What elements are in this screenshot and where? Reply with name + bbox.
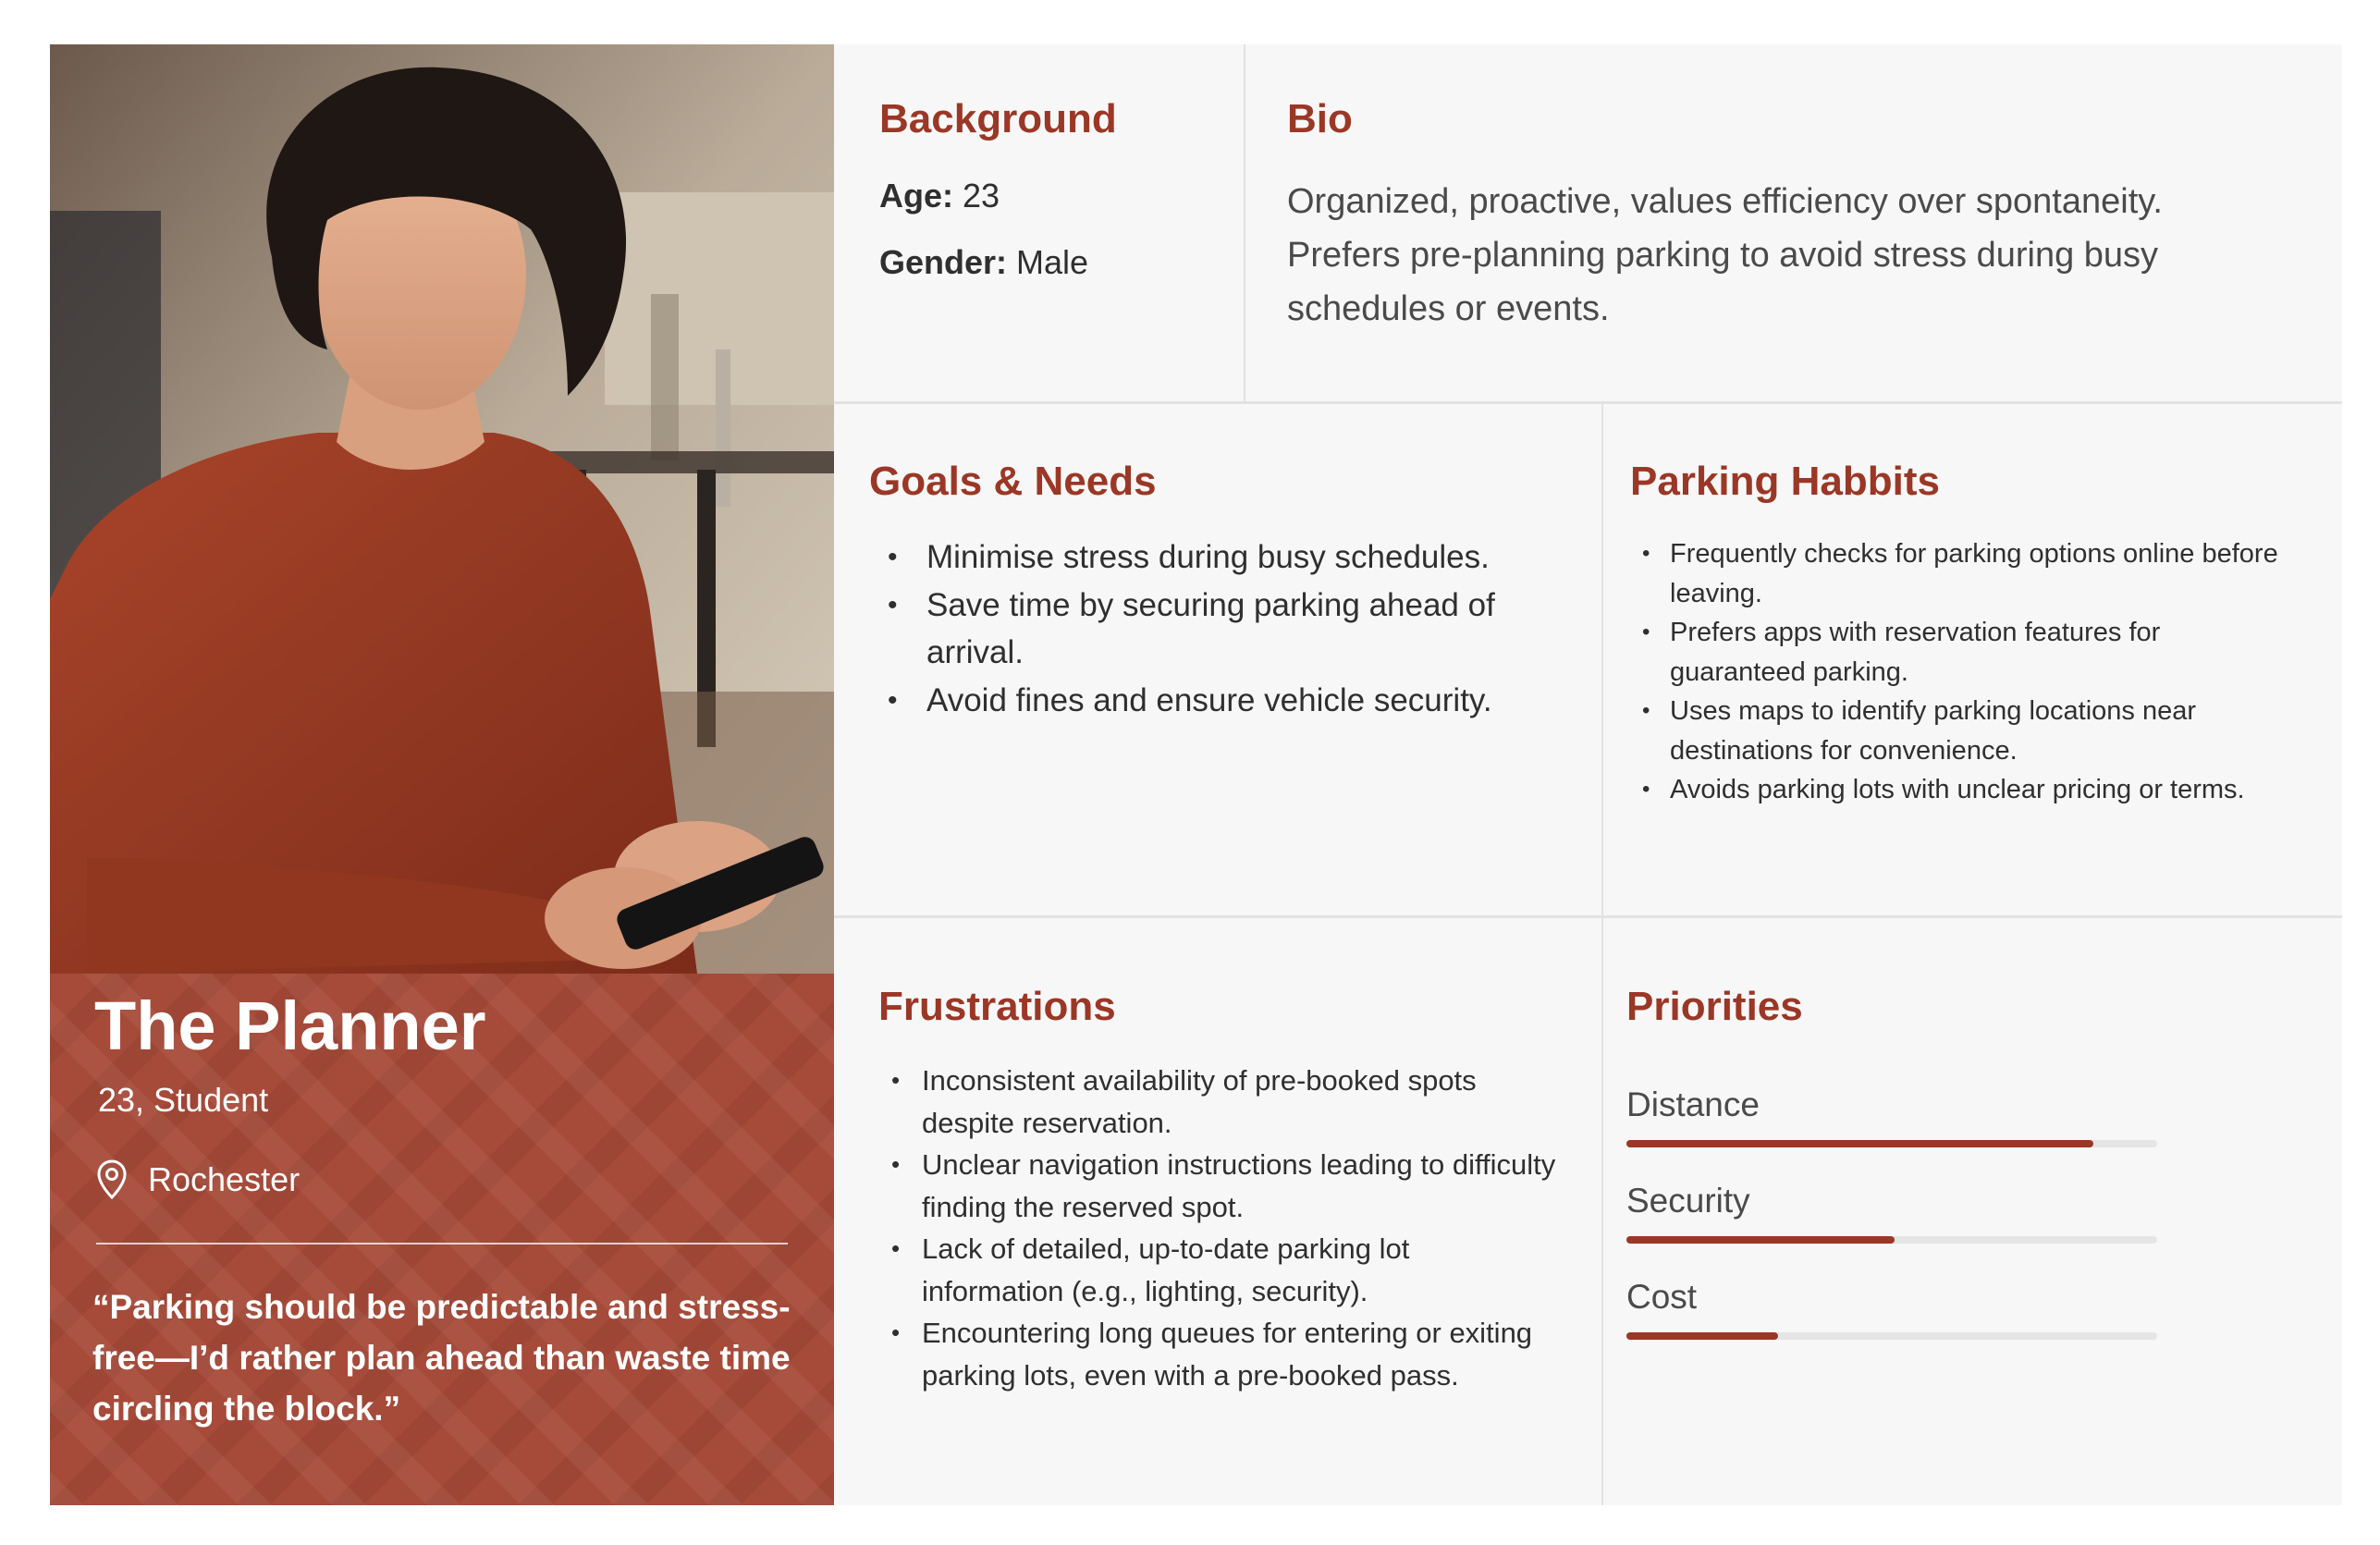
persona-card <box>50 44 2342 1505</box>
goals-title: Goals & Needs <box>869 459 1157 504</box>
priority-label: Distance <box>1626 1085 1760 1123</box>
divider-column-middle <box>1601 404 1603 1505</box>
priority-bar <box>1626 1332 2157 1340</box>
age-field <box>879 177 1000 215</box>
habits-list-item: • Uses maps to identify parking locations near destinations for convenience. <box>1642 692 2289 770</box>
habits-list-item: • Prefers apps with reservation features for guaranteed parking. <box>1642 613 2289 692</box>
frustrations-list-item: • Lack of detailed, up-to-date parking lot information (e.g., lighting, security). <box>891 1228 1557 1312</box>
habits-list-item: • Frequently checks for parking options online before leaving. <box>1642 534 2289 613</box>
background-title: Background <box>879 96 1117 141</box>
age-label: Age: <box>879 177 953 215</box>
divider-background-bio <box>1244 44 1245 402</box>
persona-age-occupation: 23, Student <box>98 1081 269 1119</box>
goals-list-item: • Save time by securing parking ahead of arrival. <box>888 582 1526 677</box>
persona-quote: “Parking should be predictable and stress-free—I’d rather plan ahead than waste time circling the block.” <box>92 1288 791 1428</box>
habits-list-item: • Avoids parking lots with unclear pricing or terms. <box>1642 770 2289 810</box>
age-value: 23 <box>963 177 1000 215</box>
priorities-title: Priorities <box>1626 984 1803 1029</box>
parking-habits-list <box>1642 534 2289 810</box>
goals-list-item: • Minimise stress during busy schedules. <box>888 533 1526 582</box>
frustrations-title: Frustrations <box>878 984 1116 1029</box>
priority-label: Security <box>1626 1182 1750 1220</box>
priority-bar-fill <box>1626 1332 1778 1340</box>
divider-row-1 <box>834 401 2342 404</box>
bio-title: Bio <box>1287 96 1353 141</box>
bio-text: Organized, proactive, values efficiency over spontaneity. Prefers pre-planning parking to avoid stress during busy schedules or events. <box>1287 182 2163 328</box>
frustrations-list-item: • Inconsistent availability of pre-booked spots despite reservation. <box>891 1060 1557 1144</box>
persona-profile-panel <box>50 44 834 1505</box>
persona-name: The Planner <box>94 987 486 1064</box>
gender-label: Gender: <box>879 243 1008 281</box>
parking-habits-title: Parking Habbits <box>1630 459 1940 504</box>
gender-field <box>879 243 1088 282</box>
priority-label: Cost <box>1626 1278 1698 1316</box>
priority-bar-fill <box>1626 1140 2093 1147</box>
goals-list <box>888 533 1526 724</box>
location-label: Rochester <box>148 1160 301 1198</box>
priority-bar <box>1626 1140 2157 1147</box>
persona-identity-block <box>50 974 834 1505</box>
persona-location <box>96 1159 300 1201</box>
map-pin-icon <box>96 1159 128 1201</box>
priority-bar-fill <box>1626 1236 1895 1244</box>
gender-value: Male <box>1016 243 1089 281</box>
frustrations-list-item: • Unclear navigation instructions leading to difficulty finding the reserved spot. <box>891 1144 1557 1228</box>
frustrations-list <box>891 1060 1557 1396</box>
persona-photo <box>50 44 834 974</box>
identity-divider <box>96 1243 788 1245</box>
priority-bar <box>1626 1236 2157 1244</box>
goals-list-item: • Avoid fines and ensure vehicle security. <box>888 677 1526 725</box>
frustrations-list-item: • Encountering long queues for entering or exiting parking lots, even with a pre-booked pass. <box>891 1312 1557 1396</box>
divider-row-2 <box>834 915 2342 918</box>
